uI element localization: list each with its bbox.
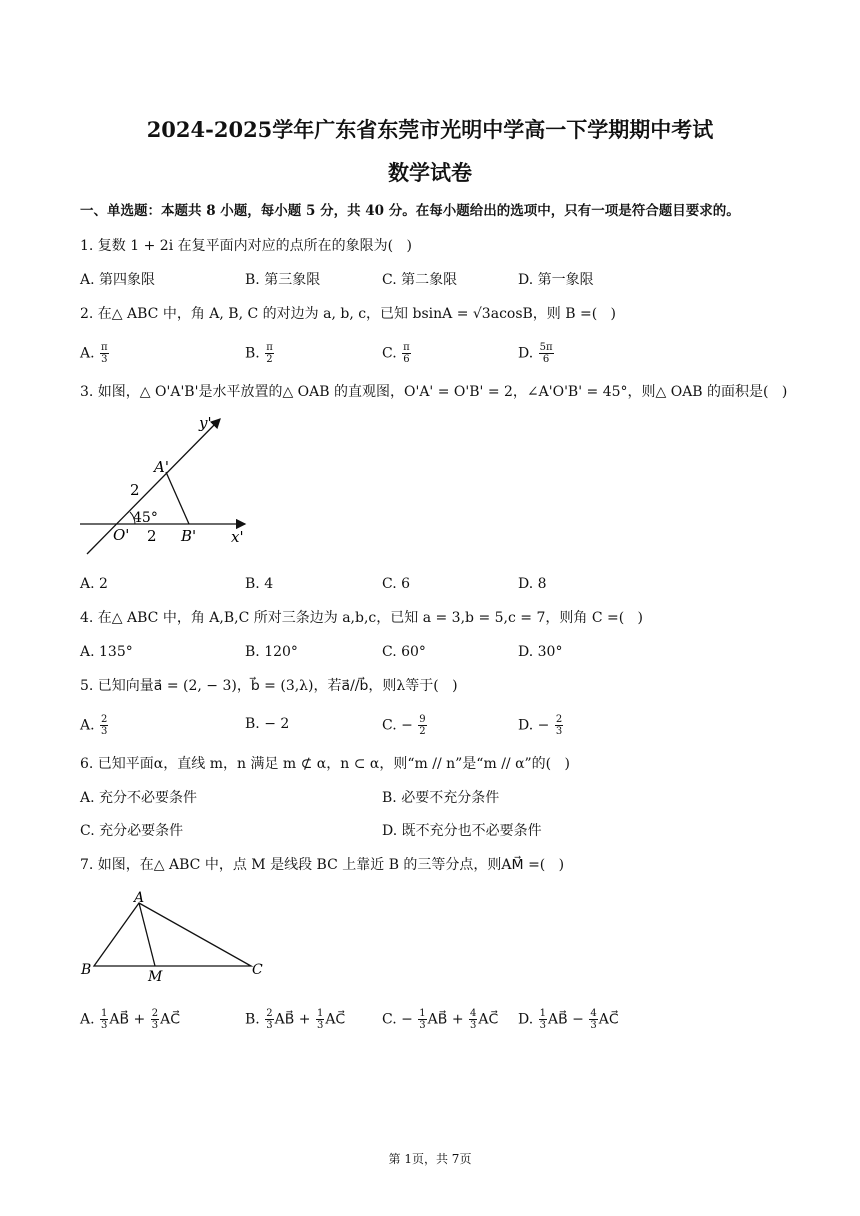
q6-option-a: A. 充分不必要条件: [80, 790, 198, 806]
q3-side1-label: 2: [130, 481, 140, 499]
q6-stem: 6. 已知平面α，直线 m，n 满足 m ⊄ α，n ⊂ α，则“m // n”是“m // α”的( ): [80, 756, 570, 772]
q7-figure: [76, 886, 271, 986]
q1-stem: 1. 复数 1 + 2i 在复平面内对应的点所在的象限为( ): [80, 238, 412, 254]
q7-median-am: [139, 903, 155, 966]
q4-option-d: D. 30°: [518, 644, 563, 660]
q5-stem: 5. 已知向量a⃗ = (2, − 3)，b⃗ = (3,λ)，若a⃗//b⃗，则λ等于( ): [80, 678, 458, 694]
q7-c-label: C: [252, 962, 263, 978]
q7-option-d: D. $\frac{1}{3}$ AB⃗ − $\frac{4}{3}$ AC⃗: [518, 1008, 619, 1031]
q2-stem: 2. 在△ ABC 中，角 A, B, C 的对边为 a, b, c，已知 bsinA = √3acosB，则 B =( ): [80, 306, 616, 322]
q7-option-c: C. − $\frac{1}{3}$ AB⃗ + $\frac{4}{3}$ AC⃗: [382, 1008, 499, 1031]
q5-option-c: C. − $\frac{9}{2}$: [382, 714, 426, 737]
q5-option-b: B. − 2: [245, 716, 290, 732]
page-footer: 第 1页，共 7页: [388, 1152, 472, 1166]
q1-option-a: A. 第四象限: [80, 272, 156, 288]
q3-angle-label: 45°: [133, 510, 158, 526]
q1-option-c: C. 第二象限: [382, 272, 458, 288]
q7-a-label: A: [134, 890, 145, 906]
q4-option-a: A. 135°: [80, 644, 133, 660]
q5-option-a: A. $\frac{2}{3}$: [80, 714, 108, 737]
q2-option-a: A. $\frac{\pi}{3}$: [80, 342, 108, 365]
q3-option-b: B. 4: [245, 576, 274, 592]
q3-option-c: C. 6: [382, 576, 411, 592]
q7-b-label: B: [81, 962, 92, 978]
q5-option-d: D. − $\frac{2}{3}$: [518, 714, 563, 737]
q4-stem: 4. 在△ ABC 中，角 A,B,C 所对三条边为 a,b,c，已知 a = 3,b = 5,c = 7，则角 C =( ): [80, 610, 643, 626]
exam-subtitle: 数学试卷: [388, 160, 472, 185]
q3-a-label: A': [154, 458, 169, 476]
q3-option-a: A. 2: [80, 576, 108, 592]
q6-option-c: C. 充分必要条件: [80, 823, 184, 839]
q3-option-d: D. 8: [518, 576, 547, 592]
q7-stem: 7. 如图，在△ ABC 中，点 M 是线段 BC 上靠近 B 的三等分点，则AM⃗ =( ): [80, 857, 565, 873]
q4-option-b: B. 120°: [245, 644, 298, 660]
q2-option-c: C. $\frac{\pi}{6}$: [382, 342, 410, 365]
q3-segment-ab: [166, 472, 189, 524]
q1-option-d: D. 第一象限: [518, 272, 594, 288]
q3-side2-label: 2: [147, 527, 157, 545]
q6-option-d: D. 既不充分也不必要条件: [382, 823, 542, 839]
q3-o-label: O': [113, 526, 130, 544]
q7-m-label: M: [148, 969, 163, 985]
q3-stem: 3. 如图，△ O'A'B'是水平放置的△ OAB 的直观图，O'A' = O'B' = 2，∠A'O'B' = 45°，则△ OAB 的面积是( ): [80, 384, 788, 400]
section-heading: 一、单选题：本题共 8 小题，每小题 5 分，共 40 分。在每小题给出的选项中，只有一项是符合题目要求的。: [80, 203, 740, 219]
q3-y-label: y': [199, 414, 212, 432]
q7-triangle: [94, 903, 251, 966]
q6-option-b: B. 必要不充分条件: [382, 790, 500, 806]
q1-option-b: B. 第三象限: [245, 272, 321, 288]
q7-option-b: B. $\frac{2}{3}$ AB⃗ + $\frac{1}{3}$ AC⃗: [245, 1008, 346, 1031]
q3-b-label: B': [181, 527, 197, 545]
q3-x-label: x': [231, 528, 244, 546]
q7-option-a: A. $\frac{1}{3}$ AB⃗ + $\frac{2}{3}$ AC⃗: [80, 1008, 181, 1031]
q2-option-b: B. $\frac{\pi}{2}$: [245, 342, 273, 365]
q2-option-d: D. $\frac{5\pi}{6}$: [518, 342, 553, 365]
q4-option-c: C. 60°: [382, 644, 426, 660]
q3-figure: [75, 412, 260, 562]
exam-title: 2024-2025学年广东省东莞市光明中学高一下学期期中考试: [146, 117, 714, 142]
